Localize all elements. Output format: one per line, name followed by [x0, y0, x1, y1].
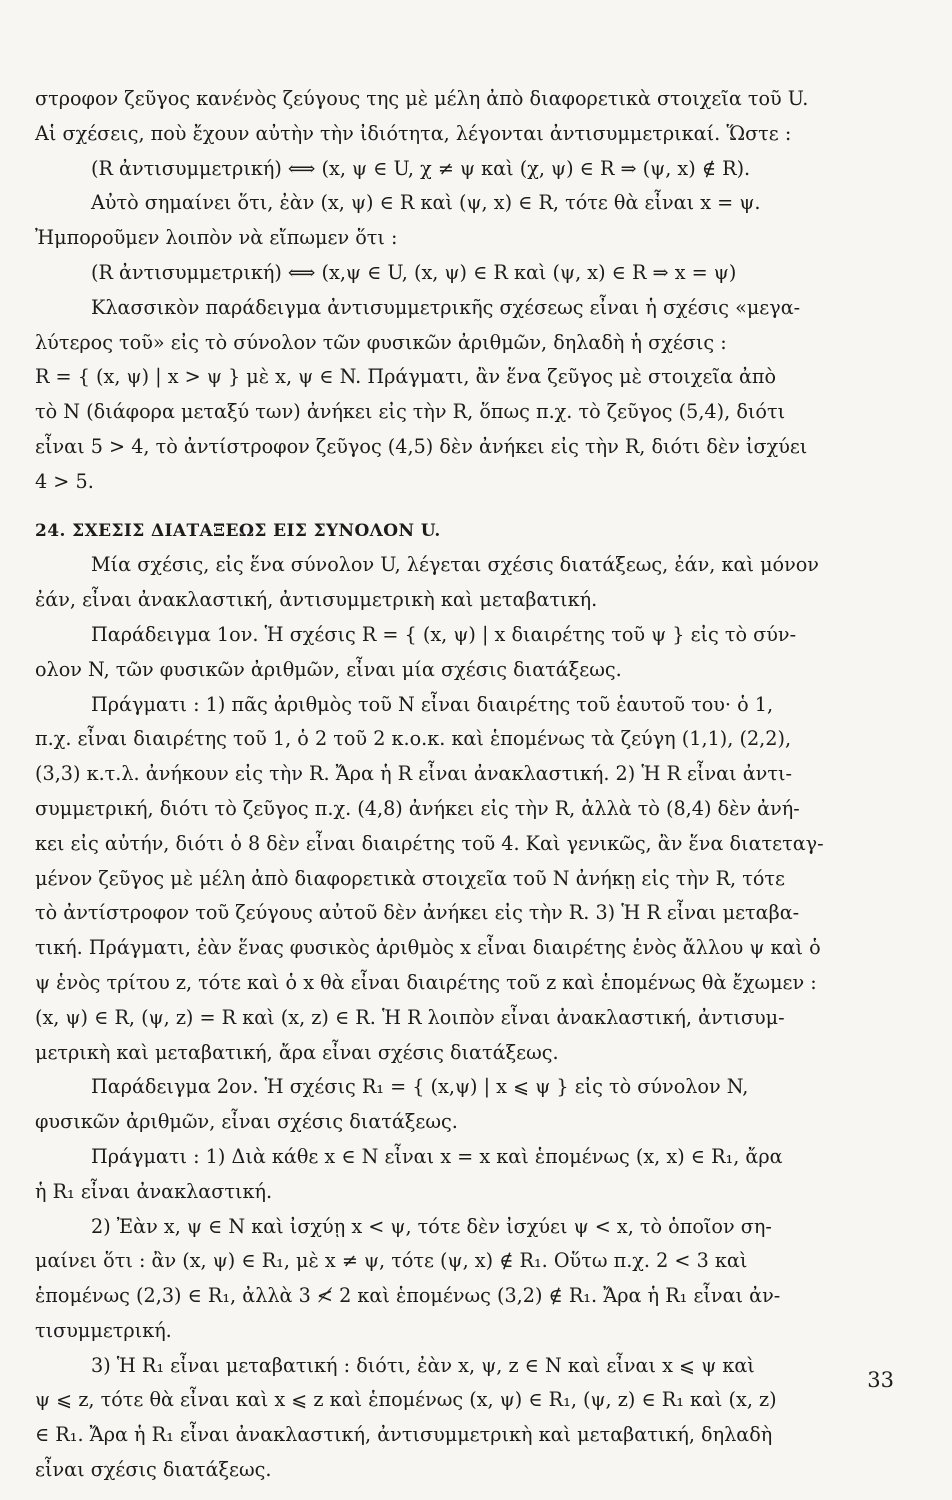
text-line: Πράγματι : 1) πᾶς ἀριθμὸς τοῦ N εἶναι διαιρέτης τοῦ ἑαυτοῦ του· ὁ 1,	[91, 692, 774, 716]
text-line: τὸ N (διάφορα μεταξύ των) ἀνήκει εἰς τὴν R, ὅπως π.χ. τὸ ζεῦγος (5,4), διότι	[35, 400, 786, 424]
text-line: Πράγματι : 1) Διὰ κάθε x ∈ N εἶναι x = x καὶ ἑπομένως (x, x) ∈ R₁, ἄρα	[91, 1144, 783, 1168]
text-line: ἐάν, εἶναι ἀνακλαστική, ἀντισυμμετρικὴ καὶ μεταβατική.	[35, 588, 598, 612]
text-line: μένον ζεῦγος μὲ μέλη ἀπὸ διαφορετικὰ στοιχεῖα τοῦ N ἀνήκῃ εἰς τὴν R, τότε	[35, 866, 785, 890]
text-line: ∈ R₁. Ἄρα ἡ R₁ εἶναι ἀνακλαστική, ἀντισυμμετρικὴ καὶ μεταβατική, δηλαδὴ	[35, 1423, 773, 1447]
text-line: ἑπομένως (2,3) ∈ R₁, ἀλλὰ 3 ≮ 2 καὶ ἑπομένως (3,2) ∉ R₁. Ἄρα ἡ R₁ εἶναι ἀν-	[35, 1284, 781, 1308]
text-line: ολον N, τῶν φυσικῶν ἀριθμῶν, εἶναι μία σχέσις διατάξεως.	[35, 657, 622, 681]
text-line: 4 > 5.	[35, 469, 94, 493]
text-line: μετρικὴ καὶ μεταβατική, ἄρα εἶναι σχέσις διατάξεως.	[35, 1040, 559, 1064]
text-line: Αὐτὸ σημαίνει ὅτι, ἐὰν (x, ψ) ∈ R καὶ (ψ, x) ∈ R, τότε θὰ εἶναι x = ψ.	[91, 191, 761, 215]
text-line: 2) Ἐὰν x, ψ ∈ N καὶ ἰσχύῃ x < ψ, τότε δὲν ἰσχύει ψ < x, τὸ ὁποῖον ση-	[91, 1214, 772, 1238]
text-line: Παράδειγμα 1ον. Ἡ σχέσις R = { (x, ψ) | x διαιρέτης τοῦ ψ } εἰς τὸ σύν-	[91, 622, 797, 646]
text-line: (x, ψ) ∈ R, (ψ, z) = R καὶ (x, z) ∈ R. Ἡ R λοιπὸν εἶναι ἀνακλαστική, ἀντισυμ-	[35, 1005, 785, 1029]
text-line: ἡ R₁ εἶναι ἀνακλαστική.	[35, 1179, 273, 1203]
text-line: π.χ. εἶναι διαιρέτης τοῦ 1, ὁ 2 τοῦ 2 κ.ο.κ. καὶ ἑπομένως τὰ ζεύγη (1,1), (2,2),	[35, 727, 792, 751]
section-heading: 24. ΣΧΕΣΙΣ ΔΙΑΤΑΞΕΩΣ ΕΙΣ ΣΥΝΟΛΟΝ U.	[35, 520, 441, 541]
text-line: R = { (x, ψ) | x > ψ } μὲ x, ψ ∈ N. Πράγματι, ἂν ἕνα ζεῦγος μὲ στοιχεῖα ἀπὸ	[35, 365, 777, 389]
text-line: φυσικῶν ἀριθμῶν, εἶναι σχέσις διατάξεως.	[35, 1110, 458, 1134]
text-line: μαίνει ὅτι : ἂν (x, ψ) ∈ R₁, μὲ x ≠ ψ, τότε (ψ, x) ∉ R₁. Οὕτω π.χ. 2 < 3 καὶ	[35, 1249, 748, 1273]
text-line: λύτερος τοῦ» εἰς τὸ σύνολον τῶν φυσικῶν ἀριθμῶν, δηλαδὴ ἡ σχέσις :	[35, 330, 727, 354]
text-line: ψ ⩽ z, τότε θὰ εἶναι καὶ x ⩽ z καὶ ἑπομένως (x, ψ) ∈ R₁, (ψ, z) ∈ R₁ καὶ (x, z)	[35, 1388, 777, 1412]
text-line: (R ἀντισυμμετρική) ⟺ (x,ψ ∈ U, (x, ψ) ∈ R καὶ (ψ, x) ∈ R ⇒ x = ψ)	[91, 260, 737, 284]
text-line: συμμετρική, διότι τὸ ζεῦγος π.χ. (4,8) ἀνήκει εἰς τὴν R, ἀλλὰ τὸ (8,4) δὲν ἀνή-	[35, 796, 800, 820]
text-line: τική. Πράγματι, ἐὰν ἕνας φυσικὸς ἀριθμὸς x εἶναι διαιρέτης ἑνὸς ἄλλου ψ καὶ ὁ	[35, 936, 821, 960]
text-line: ψ ἑνὸς τρίτου z, τότε καὶ ὁ x θὰ εἶναι διαιρέτης τοῦ z καὶ ἑπομένως θὰ ἔχωμεν :	[35, 970, 817, 994]
text-line: στροφον ζεῦγος κανένὸς ζεύγους της μὲ μέλη ἀπὸ διαφορετικὰ στοιχεῖα τοῦ U.	[35, 87, 809, 110]
page-number: 33	[867, 1368, 894, 1392]
text-line: 3) Ἡ R₁ εἶναι μεταβατική : διότι, ἐὰν x, ψ, z ∈ N καὶ εἶναι x ⩽ ψ καὶ	[91, 1353, 755, 1377]
text-line: (R ἀντισυμμετρική) ⟺ (x, ψ ∈ U, χ ≠ ψ καὶ (χ, ψ) ∈ R ⇒ (ψ, x) ∉ R).	[91, 156, 751, 180]
text-line: Ἠμποροῦμεν λοιπὸν νὰ εἴπωμεν ὅτι :	[35, 226, 398, 250]
text-line: Κλασσικὸν παράδειγμα ἀντισυμμετρικῆς σχέσεως εἶναι ἡ σχέσις «μεγα-	[91, 295, 801, 319]
text-line: Αἱ σχέσεις, ποὺ ἔχουν αὐτὴν τὴν ἰδιότητα, λέγονται ἀντισυμμετρικαί. Ὥστε :	[35, 121, 792, 145]
text-line: Παράδειγμα 2ον. Ἡ σχέσις R₁ = { (x,ψ) | x ⩽ ψ } εἰς τὸ σύνολον N,	[91, 1075, 749, 1099]
text-line: εἶναι σχέσις διατάξεως.	[35, 1458, 272, 1482]
text-line: κει εἰς αὐτήν, διότι ὁ 8 δὲν εἶναι διαιρέτης τοῦ 4. Καὶ γενικῶς, ἂν ἕνα διατεταγ-	[35, 831, 824, 855]
text-line: τισυμμετρική.	[35, 1318, 172, 1342]
text-line: (3,3) κ.τ.λ. ἀνήκουν εἰς τὴν R. Ἄρα ἡ R εἶναι ἀνακλαστική. 2) Ἡ R εἶναι ἀντι-	[35, 762, 792, 786]
text-line: τὸ ἀντίστροφον τοῦ ζεύγους αὐτοῦ δὲν ἀνήκει εἰς τὴν R. 3) Ἡ R εἶναι μεταβα-	[35, 901, 800, 925]
page-body-text	[35, 82, 887, 1488]
text-line: Μία σχέσις, εἰς ἕνα σύνολον U, λέγεται σχέσις διατάξεως, ἐάν, καὶ μόνον	[91, 553, 819, 577]
text-line: εἶναι 5 > 4, τὸ ἀντίστροφον ζεῦγος (4,5) δὲν ἀνήκει εἰς τὴν R, διότι δὲν ἰσχύει	[35, 434, 808, 458]
